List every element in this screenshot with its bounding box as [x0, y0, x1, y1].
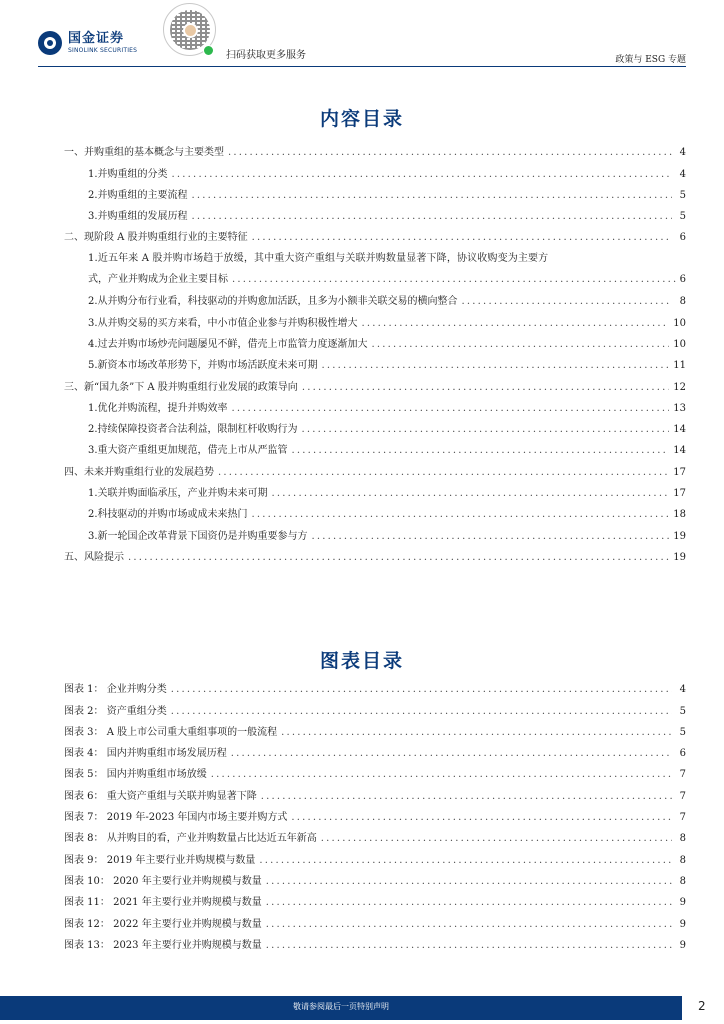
figure-entry[interactable] — [64, 741, 686, 762]
figure-entry[interactable] — [64, 783, 686, 804]
figure-entry-page: 8 — [679, 854, 686, 866]
toc-entry[interactable] — [64, 523, 686, 544]
toc-entry-text: 3.新一轮国企改革背景下国资仍是并购重要参与方 — [88, 530, 308, 542]
leader-dots — [266, 896, 672, 909]
toc-entry-text: 2.并购重组的主要流程 — [88, 189, 188, 201]
figure-entry-text: 图表 13： 2023 年主要行业并购规模与数量 — [64, 939, 262, 951]
figure-entry[interactable] — [64, 890, 686, 911]
wechat-badge-icon — [203, 45, 214, 56]
company-logo — [38, 31, 137, 55]
leader-dots — [172, 168, 672, 181]
toc-entry[interactable] — [64, 225, 686, 246]
figure-entry-text: 图表 3： A 股上市公司重大重组事项的一般流程 — [64, 726, 278, 738]
leader-dots — [211, 768, 672, 781]
figure-entry-text: 图表 6： 重大资产重组与关联并购显著下降 — [64, 790, 257, 802]
toc-entry-text: 2.从并购分布行业看，科技驱动的并购愈加活跃，且多为小额非关联交易的横向整合 — [88, 296, 458, 308]
toc-entry-page: 12 — [673, 381, 686, 393]
leader-dots — [266, 918, 672, 931]
toc-entry-page: 10 — [673, 317, 686, 329]
toc-entry-page: 14 — [673, 445, 686, 457]
toc-entry-page: 8 — [679, 296, 686, 308]
figure-entry[interactable] — [64, 847, 686, 868]
figure-entry[interactable] — [64, 869, 686, 890]
figure-entry[interactable] — [64, 826, 686, 847]
leader-dots — [252, 508, 670, 521]
leader-dots — [266, 939, 672, 952]
toc-entry-multiline[interactable] — [64, 246, 686, 289]
toc-entry-page: 11 — [673, 360, 686, 372]
page-number: 2 — [698, 999, 706, 1013]
figure-entry[interactable] — [64, 805, 686, 826]
logo-chinese-name: 国金证券 — [68, 30, 125, 46]
leader-dots — [312, 530, 670, 543]
toc-entry-text: 3.重大资产重组更加规范，借壳上市从严监管 — [88, 445, 288, 457]
logo-mark-icon — [38, 31, 62, 55]
figure-entry-page: 6 — [679, 748, 686, 760]
figure-entry[interactable] — [64, 933, 686, 954]
toc-list — [64, 140, 686, 566]
toc-entry[interactable] — [64, 289, 686, 310]
toc-entry-text: 三、新“国九条”下 A 股并购重组行业发展的政策导向 — [64, 381, 298, 393]
toc-entry[interactable] — [64, 417, 686, 438]
figure-entry[interactable] — [64, 720, 686, 741]
leader-dots — [272, 487, 670, 500]
figure-entry[interactable] — [64, 698, 686, 719]
leader-dots — [362, 317, 670, 330]
figure-entry-text: 图表 9： 2019 年主要行业并购规模与数量 — [64, 854, 256, 866]
figure-entry-text: 图表 8： 从并购目的看，产业并购数量占比达近五年新高 — [64, 833, 317, 845]
leader-dots — [322, 359, 670, 372]
figure-entry-text: 图表 4： 国内并购重组市场发展历程 — [64, 748, 227, 760]
toc-entry-text-line1: 1.近五年来 A 股并购市场趋于放缓，其中重大资产重组与关联并购数量显著下降，协议收购变为主要方 — [88, 253, 549, 265]
leader-dots — [232, 402, 670, 415]
toc-entry-page: 4 — [679, 147, 686, 159]
figure-entry-text: 图表 12： 2022 年主要行业并购规模与数量 — [64, 918, 262, 930]
toc-entry-text: 2.科技驱动的并购市场或成未来热门 — [88, 509, 248, 521]
leader-dots — [462, 295, 672, 308]
toc-entry[interactable] — [64, 310, 686, 331]
toc-entry-page: 5 — [679, 211, 686, 223]
toc-entry-page: 6 — [679, 232, 686, 244]
leader-dots — [281, 726, 672, 739]
toc-entry[interactable] — [64, 545, 686, 566]
toc-entry-text: 五、风险提示 — [64, 551, 124, 563]
leader-dots — [372, 338, 670, 351]
leader-dots — [252, 231, 672, 244]
header-divider — [38, 66, 686, 67]
figure-entry-page: 4 — [679, 684, 686, 696]
toc-entry-text: 3.并购重组的发展历程 — [88, 211, 188, 223]
leader-dots — [231, 747, 672, 760]
figure-entry-page: 7 — [679, 812, 686, 824]
figure-entry-text: 图表 7： 2019 年-2023 年国内市场主要并购方式 — [64, 812, 288, 824]
toc-entry-page: 6 — [679, 274, 686, 286]
figure-entry-page: 8 — [679, 875, 686, 887]
figures-toc-list — [64, 677, 686, 954]
toc-entry[interactable] — [64, 502, 686, 523]
leader-dots — [171, 683, 672, 696]
figure-entry-text: 图表 10： 2020 年主要行业并购规模与数量 — [64, 875, 262, 887]
figure-entry[interactable] — [64, 911, 686, 932]
figure-entry-page: 7 — [679, 790, 686, 802]
figure-entry-page: 8 — [679, 833, 686, 845]
toc-entry-text-line2: 式，产业并购成为企业主要目标 — [88, 274, 228, 286]
toc-entry[interactable] — [64, 204, 686, 225]
figure-entry-page: 9 — [679, 897, 686, 909]
toc-entry[interactable] — [64, 161, 686, 182]
figures-toc-title: 图表目录 — [319, 650, 404, 672]
toc-entry[interactable] — [64, 332, 686, 353]
figure-entry[interactable] — [64, 762, 686, 783]
toc-entry[interactable] — [64, 140, 686, 161]
toc-entry-page: 19 — [673, 551, 686, 563]
toc-entry[interactable] — [64, 481, 686, 502]
toc-entry-page: 19 — [673, 530, 686, 542]
figure-entry-text: 图表 1： 企业并购分类 — [64, 684, 167, 696]
toc-entry[interactable] — [64, 374, 686, 395]
leader-dots — [302, 423, 670, 436]
toc-entry-page: 14 — [673, 424, 686, 436]
footer-disclaimer: 敬请参阅最后一页特别声明 — [293, 1002, 389, 1011]
leader-dots — [232, 273, 676, 286]
page-header — [0, 0, 724, 70]
toc-entry-text: 2.持续保障投资者合法利益，限制杠杆收购行为 — [88, 424, 298, 436]
toc-entry[interactable] — [64, 183, 686, 204]
toc-entry-page: 4 — [679, 168, 686, 180]
toc-entry-text: 4.过去并购市场炒壳问题屡见不鲜，借壳上市监管力度逐渐加大 — [88, 338, 368, 350]
toc-entry[interactable] — [64, 353, 686, 374]
toc-entry-text: 二、现阶段 A 股并购重组行业的主要特征 — [64, 232, 248, 244]
leader-dots — [171, 705, 672, 718]
leader-dots — [291, 811, 672, 824]
toc-entry-text: 1.优化并购流程，提升并购效率 — [88, 402, 228, 414]
logo-english-name: SINOLINK SECURITIES — [68, 46, 138, 54]
figure-entry-page: 9 — [679, 939, 686, 951]
toc-entry-text: 1.并购重组的分类 — [88, 168, 168, 180]
leader-dots — [266, 875, 672, 888]
toc-entry-page: 10 — [673, 338, 686, 350]
figure-entry[interactable] — [64, 677, 686, 698]
figure-entry-text: 图表 5： 国内并购重组市场放缓 — [64, 769, 207, 781]
toc-entry[interactable] — [64, 396, 686, 417]
figure-entry-page: 5 — [679, 726, 686, 738]
toc-entry-text: 四、未来并购重组行业的发展趋势 — [64, 466, 214, 478]
toc-entry-page: 13 — [673, 402, 686, 414]
leader-dots — [192, 189, 672, 202]
leader-dots — [261, 790, 672, 803]
leader-dots — [128, 551, 669, 564]
leader-dots — [218, 466, 669, 479]
toc-entry-page: 18 — [673, 509, 686, 521]
figure-entry-page: 9 — [679, 918, 686, 930]
leader-dots — [259, 854, 672, 867]
toc-entry-text: 5.新资本市场改革形势下，并购市场活跃度未来可期 — [88, 360, 318, 372]
toc-entry-page: 17 — [673, 466, 686, 478]
leader-dots — [321, 832, 672, 845]
figure-entry-text: 图表 2： 资产重组分类 — [64, 705, 167, 717]
leader-dots — [228, 146, 672, 159]
toc-entry-page: 5 — [679, 189, 686, 201]
figure-entry-page: 7 — [679, 769, 686, 781]
toc-entry-page: 17 — [673, 488, 686, 500]
figure-entry-text: 图表 11： 2021 年主要行业并购规模与数量 — [64, 897, 262, 909]
figure-entry-page: 5 — [679, 705, 686, 717]
toc-entry[interactable] — [64, 438, 686, 459]
toc-entry-text: 一、并购重组的基本概念与主要类型 — [64, 147, 224, 159]
leader-dots — [192, 210, 672, 223]
toc-entry[interactable] — [64, 459, 686, 480]
qr-caption: 扫码获取更多服务 — [226, 50, 306, 61]
leader-dots — [292, 444, 670, 457]
report-type-label: 政策与 ESG 专题 — [615, 55, 686, 65]
toc-entry-text: 3.从并购交易的买方来看，中小市值企业参与并购积极性增大 — [88, 317, 358, 329]
leader-dots — [302, 381, 669, 394]
toc-entry-text: 1.关联并购面临承压，产业并购未来可期 — [88, 488, 268, 500]
toc-title: 内容目录 — [319, 108, 404, 130]
